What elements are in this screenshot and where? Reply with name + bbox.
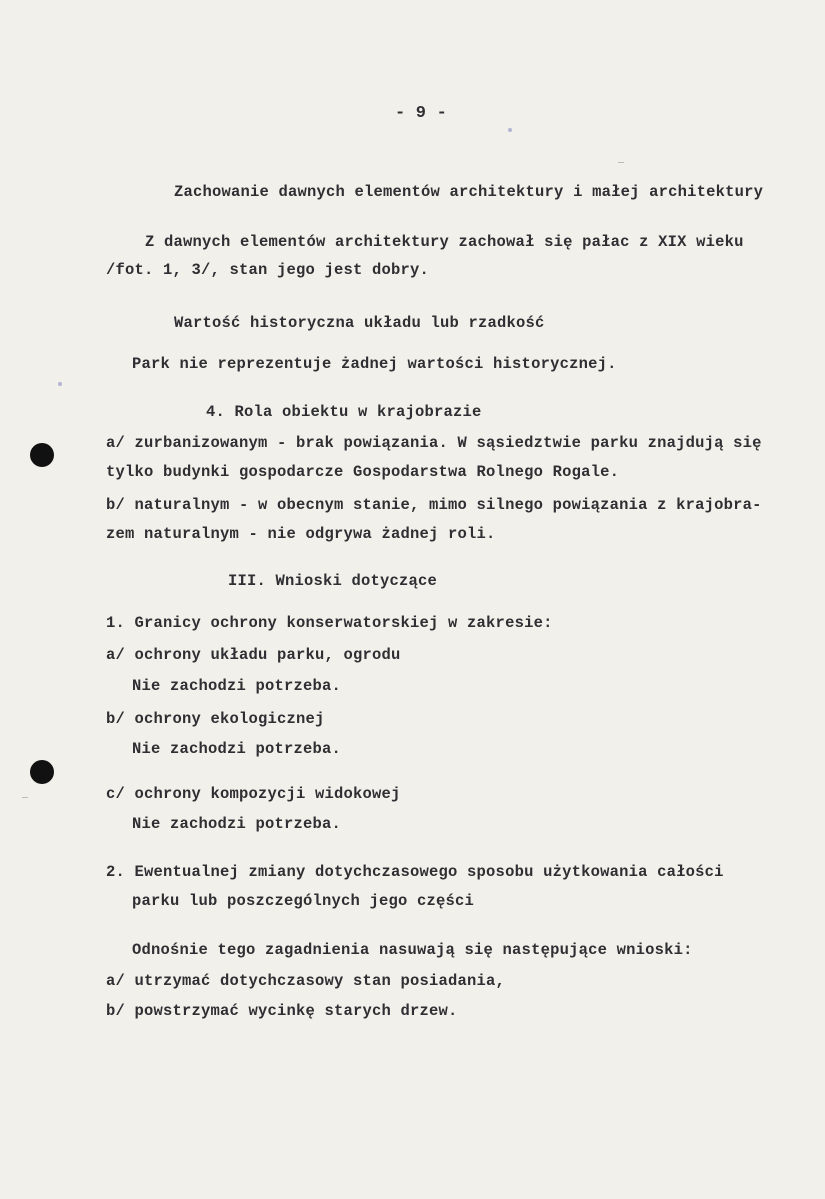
ink-dot [508,128,512,132]
list-item-answer: Nie zachodzi potrzeba. [132,740,342,758]
list-item-answer: Nie zachodzi potrzeba. [132,815,342,833]
list-item: a/ utrzymać dotychczasowy stan posiadania, [106,972,506,990]
page-number: - 9 - [395,104,448,123]
ink-dot [58,382,62,386]
list-item: b/ ochrony ekologicznej [106,710,325,728]
list-item: a/ ochrony układu parku, ogrodu [106,646,401,664]
section-heading: Zachowanie dawnych elementów architektury i małej architektury [174,183,764,201]
list-item: 1. Granicy ochrony konserwatorskiej w zakresie: [106,614,553,632]
paragraph-line: tylko budynki gospodarcze Gospodarstwa Rolnego Rogale. [106,463,620,481]
list-item-answer: Nie zachodzi potrzeba. [132,677,342,695]
section-heading: III. Wnioski dotyczące [228,572,438,590]
punch-hole-top [30,443,54,467]
paragraph-line: zem naturalnym - nie odgrywa żadnej roli. [106,525,496,543]
paragraph-line: /fot. 1, 3/, stan jego jest dobry. [106,261,430,279]
list-item: parku lub poszczególnych jego części [132,892,475,910]
list-item: 2. Ewentualnej zmiany dotychczasowego sposobu użytkowania całości [106,863,724,881]
list-item: c/ ochrony kompozycji widokowej [106,785,401,803]
paragraph-line: a/ zurbanizowanym - brak powiązania. W sąsiedztwie parku znajdują się [106,434,762,452]
paragraph-line: Z dawnych elementów architektury zachował się pałac z XIX wieku [145,233,744,251]
section-heading: Wartość historyczna układu lub rzadkość [174,314,545,332]
paragraph-line: Odnośnie tego zagadnienia nasuwają się następujące wnioski: [132,941,693,959]
section-heading: 4. Rola obiektu w krajobrazie [206,403,482,421]
paragraph-line: b/ naturalnym - w obecnym stanie, mimo silnego powiązania z krajobra- [106,496,762,514]
paper-speck [22,797,28,798]
paragraph-line: Park nie reprezentuje żadnej wartości historycznej. [132,355,617,373]
punch-hole-bottom [30,760,54,784]
list-item: b/ powstrzymać wycinkę starych drzew. [106,1002,458,1020]
paper-speck [618,162,624,163]
